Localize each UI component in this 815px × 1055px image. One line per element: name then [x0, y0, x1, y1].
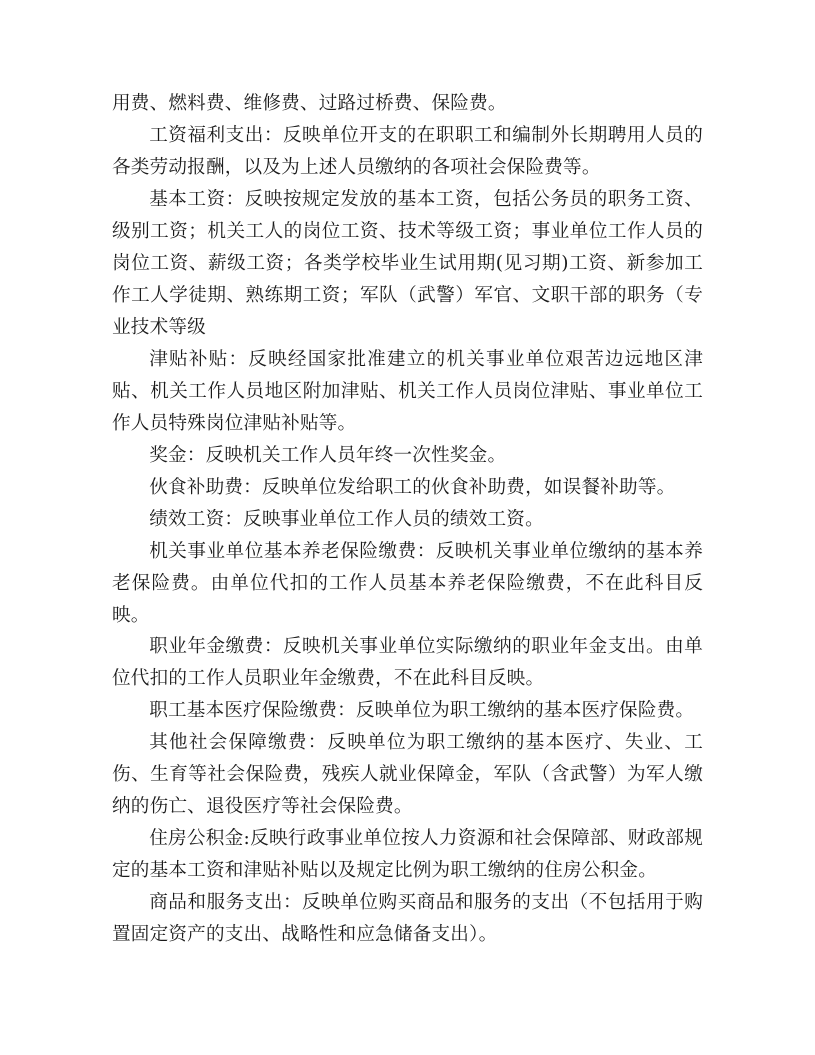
document-body: [112, 88, 703, 951]
paragraph: 工资福利支出：反映单位开支的在职职工和编制外长期聘用人员的各类劳动报酬，以及为上述人员缴纳的各项社会保险费等。: [112, 124, 703, 178]
paragraph: 住房公积金:反映行政事业单位按人力资源和社会保障部、财政部规定的基本工资和津贴补贴以及规定比例为职工缴纳的住房公积金。: [112, 828, 703, 882]
paragraph: 机关事业单位基本养老保险缴费：反映机关事业单位缴纳的基本养老保险费。由单位代扣的工作人员基本养老保险缴费，不在此科目反映。: [112, 540, 703, 626]
paragraph: 商品和服务支出：反映单位购买商品和服务的支出（不包括用于购置固定资产的支出、战略性和应急储备支出）。: [112, 892, 703, 946]
paragraph: 职工基本医疗保险缴费：反映单位为职工缴纳的基本医疗保险费。: [149, 700, 695, 722]
paragraph: 伙食补助费：反映单位发给职工的伙食补助费，如误餐补助等。: [149, 476, 676, 498]
paragraph: 奖金：反映机关工作人员年终一次性奖金。: [149, 444, 507, 466]
paragraph: 绩效工资：反映事业单位工作人员的绩效工资。: [149, 508, 544, 530]
paragraph: 用费、燃料费、维修费、过路过桥费、保险费。: [112, 93, 507, 114]
paragraph: 基本工资：反映按规定发放的基本工资，包括公务员的职务工资、级别工资；机关工人的岗位工资、技术等级工资；事业单位工作人员的岗位工资、薪级工资；各类学校毕业生试用期(见习期)工资、新参加工作工人学徒期、熟练期工资；军队（武警）军官、文职干部的职务（专业技术等级: [112, 188, 703, 338]
paragraph: 其他社会保障缴费：反映单位为职工缴纳的基本医疗、失业、工伤、生育等社会保险费，残疾人就业保障金，军队（含武警）为军人缴纳的伤亡、退役医疗等社会保险费。: [112, 732, 703, 818]
paragraph: 津贴补贴：反映经国家批准建立的机关事业单位艰苦边远地区津贴、机关工作人员地区附加津贴、机关工作人员岗位津贴、事业单位工作人员特殊岗位津贴补贴等。: [112, 348, 703, 434]
paragraph: 职业年金缴费：反映机关事业单位实际缴纳的职业年金支出。由单位代扣的工作人员职业年金缴费，不在此科目反映。: [112, 636, 703, 690]
